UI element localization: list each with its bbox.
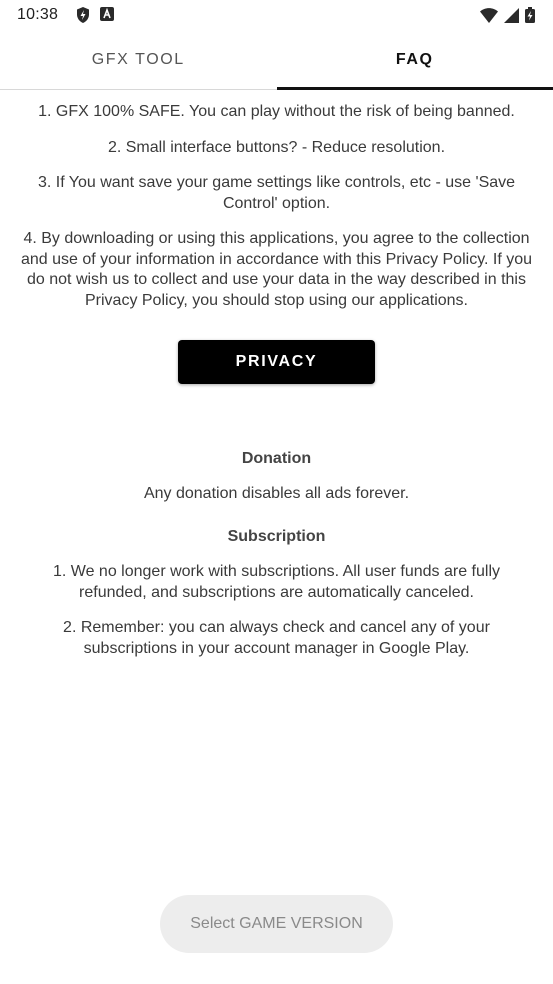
- privacy-policy-button[interactable]: PRIVACY POLICY: [178, 340, 375, 384]
- tab-faq-label: FAQ: [395, 50, 434, 68]
- subscription-title: Subscription: [227, 527, 326, 545]
- status-time: 10:38: [17, 6, 59, 23]
- shield-notification-icon: [76, 7, 90, 28]
- system-icons: [480, 7, 535, 28]
- tab-gfx-tool-label: GFX TOOL: [91, 50, 185, 68]
- status-bar: [0, 0, 553, 30]
- tab-gfx-tool[interactable]: [0, 30, 277, 89]
- text-notification-icon: [100, 7, 114, 28]
- donation-title: Donation: [241, 449, 312, 467]
- faq-item-safe: 1. GFX 100% SAFE. You can play without the risk of being banned.: [38, 103, 515, 120]
- faq-item-save-control: 3. If You want save your game settings like controls, etc - use 'Save Control' option.: [37, 174, 516, 212]
- faq-content: [20, 102, 533, 674]
- wifi-icon: [480, 8, 498, 28]
- faq-item-buttons: 2. Small interface buttons? - Reduce resolution.: [107, 138, 446, 156]
- subscription-item-cancel: 2. Remember: you can always check and cancel any of your subscriptions in your account manager in Google Play.: [63, 619, 490, 657]
- notification-icons: [76, 7, 114, 28]
- faq-item-privacy: 4. By downloading or using this applications, you agree to the collection and use of your information in accordance with this Privacy Policy. If you do not wish us to collect and use your data in the way described in this Privacy Policy, you should stop using our applications.: [20, 230, 533, 309]
- tab-bar: [0, 30, 553, 90]
- tab-faq[interactable]: [277, 30, 553, 89]
- donation-text: Any donation disables all ads forever.: [143, 485, 410, 502]
- select-game-version-button[interactable]: Select GAME VERSION: [160, 895, 393, 953]
- battery-charging-icon: [525, 7, 535, 28]
- signal-icon: [504, 8, 519, 28]
- subscription-item-refund: 1. We no longer work with subscriptions. All user funds are fully refunded, and subscriptions are automatically canceled.: [52, 563, 501, 601]
